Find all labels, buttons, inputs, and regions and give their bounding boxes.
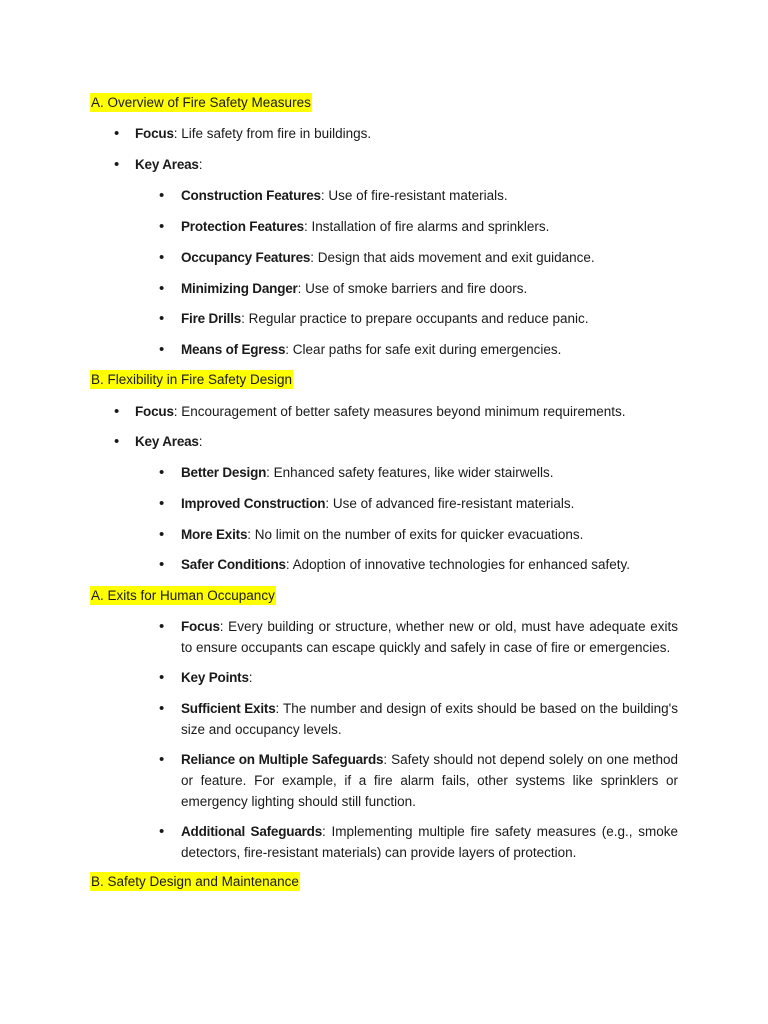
item-text: : Adoption of innovative technologies for enhanced safety. xyxy=(285,557,631,572)
bullet: • xyxy=(159,187,165,204)
item-text: : Regular practice to prepare occupants and reduce panic. xyxy=(241,311,589,326)
item-text: : Safety should not depend solely on one method or feature. For example, if a fire alarm fails, other systems like sprinklers or emergency lighting should still function. xyxy=(181,752,678,809)
item-text: : Use of fire-resistant materials. xyxy=(320,188,508,203)
item-text: : Life safety from fire in buildings. xyxy=(173,126,372,141)
item-term: Minimizing Danger xyxy=(181,281,298,296)
section-heading: B. Flexibility in Fire Safety Design xyxy=(91,372,293,387)
item-term: Safer Conditions xyxy=(181,557,286,572)
list-item xyxy=(181,185,508,206)
item-text: : Use of advanced fire-resistant materials. xyxy=(325,496,575,511)
bullet: • xyxy=(159,823,165,840)
list-item xyxy=(181,616,678,658)
item-text: : The number and design of exits should be based on the building's size and occupancy levels. xyxy=(181,701,678,737)
list-item xyxy=(181,247,595,268)
item-term: Key Points xyxy=(181,670,249,685)
list-item xyxy=(181,821,678,863)
bullet: • xyxy=(159,751,165,768)
item-term: Key Areas xyxy=(135,434,199,449)
bullet: • xyxy=(114,125,120,142)
bullet: • xyxy=(159,341,165,358)
item-text: : Use of smoke barriers and fire doors. xyxy=(297,281,528,296)
item-term: Improved Construction xyxy=(181,496,326,511)
list-item xyxy=(135,123,371,144)
item-term: Focus xyxy=(135,404,174,419)
list-item xyxy=(181,698,678,740)
item-text: : Every building or structure, whether new or old, must have adequate exits to ensure occupants can escape quickly and safely in case of fire or emergencies. xyxy=(181,619,678,655)
item-text: : Clear paths for safe exit during emergencies. xyxy=(285,342,562,357)
item-text: : xyxy=(198,434,203,449)
bullet: • xyxy=(159,280,165,297)
item-text: : xyxy=(198,157,203,172)
item-text: : xyxy=(248,670,253,685)
list-item xyxy=(181,524,583,545)
bullet: • xyxy=(159,495,165,512)
list-item xyxy=(181,308,589,329)
item-term: Means of Egress xyxy=(181,342,286,357)
list-item xyxy=(135,431,203,452)
item-term: Focus xyxy=(181,619,220,634)
bullet: • xyxy=(114,433,120,450)
item-term: Focus xyxy=(135,126,174,141)
list-item xyxy=(181,462,554,483)
item-term: Occupancy Features xyxy=(181,250,311,265)
item-term: Sufficient Exits xyxy=(181,701,276,716)
bullet: • xyxy=(159,669,165,686)
item-text: : Implementing multiple fire safety measures (e.g., smoke detectors, fire-resistant materials) can provide layers of protection. xyxy=(181,824,678,860)
list-item xyxy=(135,154,203,175)
item-text: : Enhanced safety features, like wider stairwells. xyxy=(266,465,554,480)
bullet: • xyxy=(159,218,165,235)
item-text: : Installation of fire alarms and sprinklers. xyxy=(303,219,550,234)
bullet: • xyxy=(114,156,120,173)
item-term: Additional Safeguards xyxy=(181,824,323,839)
list-item xyxy=(181,493,574,514)
list-item xyxy=(181,554,630,575)
section-heading: A. Exits for Human Occupancy xyxy=(91,588,275,603)
item-term: Key Areas xyxy=(135,157,199,172)
bullet: • xyxy=(159,310,165,327)
list-item xyxy=(181,667,253,688)
item-term: Fire Drills xyxy=(181,311,242,326)
list-item xyxy=(181,278,527,299)
item-text: : No limit on the number of exits for quicker evacuations. xyxy=(247,527,584,542)
section-heading: A. Overview of Fire Safety Measures xyxy=(91,95,311,110)
bullet: • xyxy=(159,526,165,543)
item-term: More Exits xyxy=(181,527,248,542)
bullet: • xyxy=(159,700,165,717)
list-item xyxy=(181,749,678,812)
item-term: Better Design xyxy=(181,465,267,480)
item-term: Construction Features xyxy=(181,188,321,203)
item-term: Protection Features xyxy=(181,219,304,234)
item-text: : Design that aids movement and exit guidance. xyxy=(310,250,595,265)
section-heading: B. Safety Design and Maintenance xyxy=(91,874,299,889)
item-term: Reliance on Multiple Safeguards xyxy=(181,752,384,767)
bullet: • xyxy=(159,249,165,266)
list-item xyxy=(181,216,549,237)
item-text: : Encouragement of better safety measures beyond minimum requirements. xyxy=(173,404,626,419)
bullet: • xyxy=(159,464,165,481)
bullet: • xyxy=(159,618,165,635)
list-item xyxy=(181,339,561,360)
list-item xyxy=(135,401,625,422)
bullet: • xyxy=(114,403,120,420)
bullet: • xyxy=(159,556,165,573)
